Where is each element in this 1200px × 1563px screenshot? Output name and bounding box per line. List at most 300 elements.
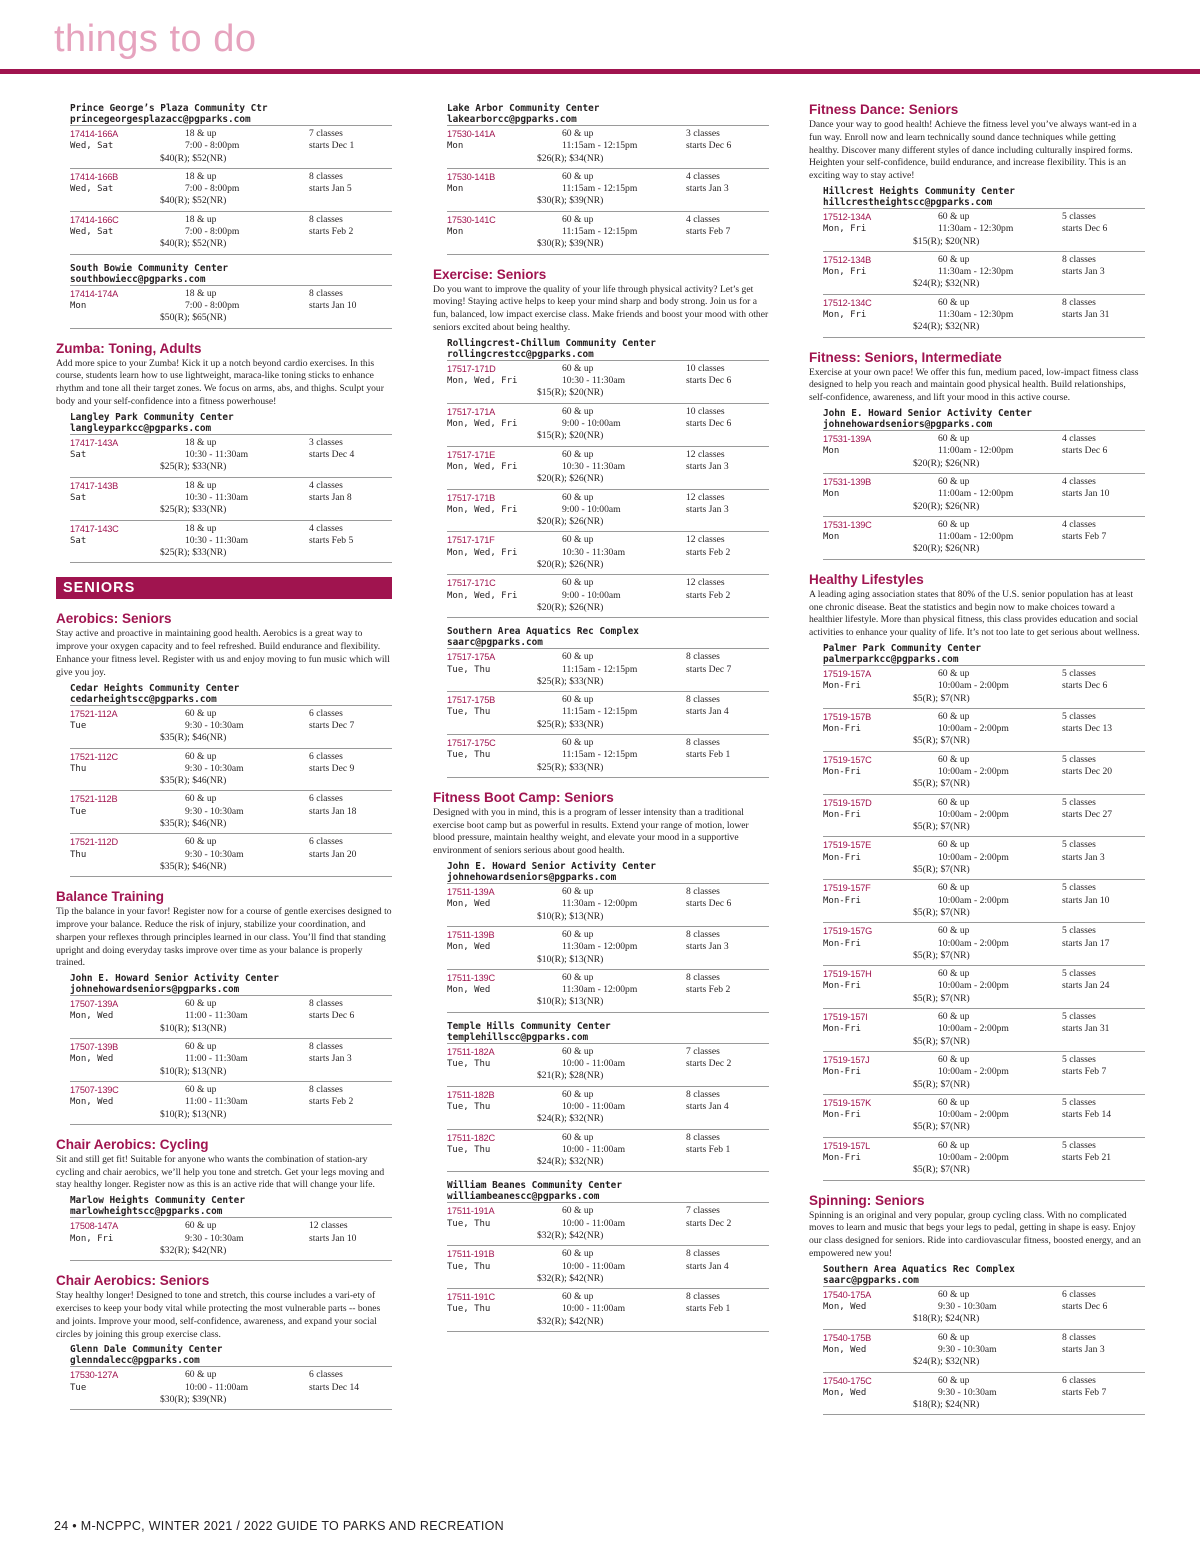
location-block [823,408,1145,560]
location-block [70,1195,392,1261]
class-days: Mon-Fri [823,1110,861,1121]
class-row [70,1081,392,1125]
location-block [823,643,1145,1181]
class-code: 17511-182B [447,1089,495,1100]
class-fee: $10(R); $13(NR) [537,910,604,922]
section-description: Add more spice to your Zumba! Kick it up a notch beyond cardio exercises. In this course, students learn how to use lightweight, maraca-like toning sticks to enhance rhythm and tone all their target zones. We focus on arms, abs, and thighs. Sculpt your body and your self-confidence into a fitness powerhouse! [56,357,384,407]
class-start: starts Dec 6 [1062,1301,1108,1313]
class-age: 60 & up [562,736,594,748]
class-fee: $30(R); $39(NR) [537,238,604,250]
class-count: 8 classes [309,1083,343,1095]
class-days: Mon, Wed [70,1054,114,1065]
class-schedule-cell [913,1053,1062,1091]
location-email: johnehowardseniors@pgparks.com [447,872,617,884]
class-age: 60 & up [562,362,594,374]
class-session-cell [1062,1097,1145,1134]
class-time: 9:30 - 10:30am [938,1386,997,1398]
class-time: 9:30 - 10:30am [185,805,244,817]
class-age: 60 & up [562,491,594,503]
class-fee: $5(R); $7(NR) [913,864,970,876]
class-session-cell [686,929,769,966]
class-schedule-cell [537,1045,686,1083]
class-days: Mon, Wed [823,1344,867,1355]
class-section [56,1273,392,1410]
location-name: Temple Hills Community Center [447,1020,611,1032]
class-fee: $5(R); $7(NR) [913,1164,970,1176]
page-title: things to do [54,18,257,60]
class-row [823,1094,1145,1137]
class-session-cell [686,1132,769,1169]
class-code: 17530-141A [447,129,496,139]
class-schedule-cell [537,577,686,614]
location-name: Rollingcrest-Chillum Community Center [447,337,656,349]
class-code: 17519-157I [823,1012,868,1023]
class-days: Sat [70,535,87,546]
class-start: starts Jan 18 [309,805,357,817]
class-fee: $5(R); $7(NR) [913,821,970,833]
class-code: 17511-139A [447,887,495,898]
class-row [823,794,1145,837]
class-code: 17540-175A [823,1289,872,1300]
class-section [433,790,769,1332]
class-fee: $40(R); $52(NR) [160,195,227,207]
class-count: 5 classes [1062,210,1096,222]
class-time: 7:00 - 8:00pm [185,299,240,311]
class-start: starts Jan 3 [309,1053,352,1065]
class-age: 60 & up [185,707,217,719]
class-schedule-cell [913,839,1062,876]
class-age: 60 & up [938,210,970,222]
class-fee: $5(R); $7(NR) [913,1035,970,1047]
location-name: Langley Park Community Center [70,411,234,423]
class-fee: $20(R); $26(NR) [537,516,604,528]
location-name: Palmer Park Community Center [823,642,982,654]
class-session-cell [309,998,392,1035]
class-start: starts Feb 2 [309,1096,354,1108]
class-age: 60 & up [562,694,594,706]
class-fee: $24(R); $32(NR) [537,1156,604,1168]
location-email: templehillscc@pgparks.com [447,1031,589,1043]
class-age: 18 & up [185,287,217,299]
class-start: starts Jan 4 [686,706,729,718]
location-block [70,103,392,255]
class-row [70,211,392,255]
class-start: starts Dec 6 [686,140,732,152]
class-code: 17530-141C [447,214,496,225]
class-age: 60 & up [938,1374,970,1386]
class-start: starts Jan 31 [1062,309,1110,321]
class-time: 11:30am - 12:00pm [562,941,638,953]
class-days: Tue, Thu [447,1261,491,1272]
class-fee: $24(R); $32(NR) [913,1356,980,1368]
section-description: Exercise at your own pace! We offer this fun, medium paced, low-impact fitness class designed to help you reach and maintain good physical health. Build relationships, self-confidence, awareness, and lift your mood in this active course. [809,366,1139,404]
class-session-cell [686,449,769,486]
class-count: 4 classes [686,213,720,225]
class-session-cell [686,1089,769,1126]
class-row [823,665,1145,708]
location-email: hillcrestheightscc@pgparks.com [823,196,993,208]
class-time: 9:30 - 10:30am [185,719,244,731]
class-age: 60 & up [938,1139,970,1151]
class-start: starts Dec 6 [686,898,732,910]
section-title: Chair Aerobics: Seniors [56,1273,210,1289]
class-days: Mon, Fri [823,267,867,278]
class-time: 11:00am - 12:00pm [938,488,1014,500]
class-days: Tue [70,806,87,817]
class-row [447,926,769,969]
class-age: 60 & up [562,1131,594,1143]
class-code: 17519-157H [823,969,872,980]
class-session-cell [1062,968,1145,1005]
class-count: 8 classes [686,928,720,940]
location-block [447,626,769,778]
class-session-cell [686,406,769,443]
class-session-cell [309,523,392,560]
class-schedule-cell [537,362,686,400]
class-code: 17511-139B [447,929,495,940]
class-code: 17517-171E [447,449,496,460]
class-session-cell [686,128,769,165]
class-count: 5 classes [1062,925,1096,937]
location-email: palmerparkcc@pgparks.com [823,653,959,665]
class-days: Mon [823,489,840,500]
class-days: Tue, Thu [447,750,491,761]
class-fee: $40(R); $52(NR) [160,152,227,164]
class-fee: $20(R); $26(NR) [913,543,980,555]
class-row [447,574,769,618]
class-age: 60 & up [938,882,970,894]
class-days: Mon, Wed [70,1011,114,1022]
class-days: Mon [70,300,87,311]
class-code: 17519-157K [823,1097,872,1108]
class-count: 6 classes [1062,1374,1096,1386]
class-age: 60 & up [562,405,594,417]
class-count: 8 classes [686,694,720,706]
class-days: Mon, Wed, Fri [447,547,518,558]
class-time: 9:00 - 10:00am [562,418,621,430]
class-count: 8 classes [686,651,720,663]
class-age: 60 & up [562,577,594,589]
class-fee: $30(R); $39(NR) [537,195,604,207]
class-start: starts Feb 2 [686,546,731,558]
class-schedule-cell [913,1011,1062,1048]
location-block [70,973,392,1125]
class-row [823,473,1145,516]
class-schedule-cell [913,433,1062,470]
class-start: starts Dec 6 [1062,680,1108,692]
class-schedule-cell [160,479,309,517]
class-schedule-cell [537,1205,686,1242]
section-band: SENIORS [56,577,392,599]
class-age: 60 & up [938,518,970,530]
class-age: 60 & up [938,968,970,980]
class-session-cell [1062,925,1145,962]
location-email: langleyparkcc@pgparks.com [70,422,212,434]
class-start: starts Jan 3 [1062,266,1105,278]
class-fee: $25(R); $33(NR) [160,461,227,473]
class-code: 17507-139C [70,1084,119,1095]
class-session-cell [309,214,392,251]
class-count: 5 classes [1062,882,1096,894]
class-days: Mon, Fri [823,310,867,321]
class-session-cell [686,214,769,251]
section-description: Do you want to improve the quality of your life through physical activity? Let’s get moving! Staying active helps to keep your mind sharp and body strong. Join us for a fun, balanced, low impact exercise class. Make friends and boost your mood with other seniors excited about being healthy. [433,283,769,334]
class-count: 8 classes [309,170,343,182]
class-count: 5 classes [1062,710,1096,722]
class-count: 12 classes [686,448,725,460]
class-section [56,341,392,564]
class-days: Tue, Thu [447,1304,491,1315]
class-schedule-cell [160,998,309,1035]
class-code: 17519-157A [823,668,872,679]
class-start: starts Jan 3 [686,460,729,472]
class-session-cell [1062,433,1145,470]
class-session-cell [1062,1140,1145,1177]
class-count: 8 classes [1062,253,1096,265]
class-schedule-cell [160,170,309,208]
class-code: 17417-143B [70,480,119,491]
location-name: Prince George’s Plaza Community Ctr [70,103,268,114]
class-code: 17519-157F [823,883,871,894]
class-time: 11:15am - 12:15pm [562,663,638,675]
class-days: Mon, Wed [447,985,491,996]
class-time: 10:00am - 2:00pm [938,1066,1009,1078]
class-days: Mon-Fri [823,809,861,820]
class-row [823,836,1145,879]
class-row [823,208,1145,251]
class-fee: $5(R); $7(NR) [913,778,970,790]
class-time: 10:00am - 2:00pm [938,980,1009,992]
class-count: 3 classes [309,436,343,448]
class-schedule-cell [913,710,1062,748]
location-name: Southern Area Aquatics Rec Complex [447,626,639,638]
location-block [447,103,769,255]
class-start: starts Jan 3 [1062,851,1105,863]
class-age: 60 & up [562,1248,594,1260]
class-session-cell [1062,797,1145,834]
class-age: 60 & up [185,1083,217,1095]
class-session-cell [309,751,392,788]
class-code: 17531-139A [823,434,872,445]
class-time: 9:30 - 10:30am [185,762,244,774]
class-count: 7 classes [309,128,343,139]
class-schedule-cell [537,170,686,208]
class-row [70,520,392,564]
class-days: Tue, Thu [447,707,491,718]
class-days: Thu [70,849,87,860]
class-schedule-cell [913,296,1062,334]
class-count: 6 classes [309,793,343,805]
class-session-cell [686,1046,769,1083]
location-name: John E. Howard Senior Activity Center [823,408,1032,420]
class-days: Mon-Fri [823,1024,861,1035]
class-days: Sat [70,450,87,461]
class-row [823,1329,1145,1372]
class-days: Mon [823,532,840,543]
class-count: 10 classes [686,405,725,417]
class-fee: $25(R); $33(NR) [160,504,227,516]
class-age: 18 & up [185,436,217,448]
class-schedule-cell [913,210,1062,248]
class-count: 3 classes [686,128,720,139]
class-fee: $35(R); $46(NR) [160,817,227,829]
class-schedule-cell [537,448,686,486]
class-start: starts Dec 14 [309,1381,360,1393]
section-title: Healthy Lifestyles [809,571,924,587]
class-count: 10 classes [686,362,725,374]
class-count: 4 classes [686,170,720,182]
class-session-cell [309,128,392,165]
class-fee: $25(R); $33(NR) [537,761,604,773]
class-row [447,883,769,926]
class-time: 10:00 - 11:00am [562,1303,626,1315]
class-start: starts Jan 3 [686,183,729,195]
class-count: 8 classes [309,998,343,1010]
class-count: 7 classes [686,1045,720,1057]
class-count: 12 classes [686,577,725,589]
class-days: Mon-Fri [823,981,861,992]
class-count: 6 classes [1062,1288,1096,1300]
class-start: starts Dec 7 [686,663,732,675]
class-row [823,1008,1145,1051]
class-session-cell [1062,1054,1145,1091]
class-count: 5 classes [1062,796,1096,808]
location-name: Hillcrest Heights Community Center [823,185,1015,197]
class-time: 10:00am - 2:00pm [938,894,1009,906]
class-days: Mon-Fri [823,1067,861,1078]
class-time: 10:30 - 11:30am [562,460,626,472]
class-session-cell [1062,211,1145,248]
class-time: 10:00am - 2:00pm [938,723,1009,735]
class-schedule-cell [160,750,309,788]
class-time: 10:00am - 2:00pm [938,1109,1009,1121]
class-schedule-cell [913,1139,1062,1177]
class-fee: $5(R); $7(NR) [913,735,970,747]
class-fee: $18(R); $24(NR) [913,1313,980,1325]
class-row [70,705,392,748]
class-code: 17521-112B [70,794,118,805]
class-row [447,211,769,255]
class-fee: $5(R); $7(NR) [913,1078,970,1090]
class-time: 10:30 - 11:30am [562,375,626,387]
class-section [56,889,392,1125]
column-middle [433,100,769,1344]
class-schedule-cell [913,1288,1062,1326]
class-start: starts Dec 4 [309,449,355,461]
class-count: 12 classes [686,491,725,503]
class-fee: $35(R); $46(NR) [160,860,227,872]
class-row [823,922,1145,965]
class-time: 10:00 - 11:00am [562,1260,626,1272]
section-title: Fitness Boot Camp: Seniors [433,789,614,805]
class-time: 11:15am - 12:15pm [562,140,638,152]
class-schedule-cell [160,1041,309,1078]
class-code: 17414-166C [70,214,119,225]
class-row [823,516,1145,560]
class-schedule-cell [537,534,686,571]
class-start: starts Dec 27 [1062,808,1113,820]
class-count: 8 classes [309,287,343,299]
class-code: 17519-157J [823,1054,870,1065]
class-age: 60 & up [938,475,970,487]
class-age: 60 & up [938,253,970,265]
class-fee: $20(R); $26(NR) [913,457,980,469]
section-description: Dance your way to good health! Achieve the fitness level you’ve always want-ed in a fun way. Enroll now and learn technically sound dance techniques while getting healthy. Discover many different styles of dance including culturally inspired forms. Heighten your self-confidence, build endurance, and increase flexibility. This is an exciting way to stay active! [809,119,1137,182]
class-session-cell [1062,711,1145,748]
class-fee: $10(R); $13(NR) [160,1065,227,1077]
section-description: Spinning is an original and very popular, group cycling class. With no complicated moves to learn and music that begs your legs to pedal, getting in shape is easy. Enjoy our class designed for seniors. Ride into cardiovascular fitness, boosted energy, and an empowered new you! [809,1209,1141,1259]
class-row [823,251,1145,294]
class-count: 8 classes [686,1088,720,1100]
class-fee: $15(R); $20(NR) [537,387,604,399]
class-start: starts Dec 6 [686,418,732,430]
class-start: starts Jan 3 [1062,1343,1105,1355]
class-time: 11:00 - 11:30am [185,1096,248,1108]
class-row [447,1245,769,1288]
class-time: 11:15am - 12:15pm [562,749,638,761]
class-fee: $32(R); $42(NR) [537,1315,604,1327]
location-block [823,186,1145,338]
class-start: starts Dec 20 [1062,765,1113,777]
class-schedule-cell [537,1291,686,1328]
class-code: 17517-171A [447,406,496,417]
class-days: Wed, Sat [70,141,114,152]
class-time: 7:00 - 8:00pm [185,183,240,195]
class-row [823,294,1145,338]
class-days: Tue, Thu [447,664,491,675]
class-session-cell [686,534,769,571]
class-code: 17517-171F [447,535,495,546]
class-code: 17540-175C [823,1375,872,1386]
class-time: 9:00 - 10:00am [562,589,621,601]
class-count: 4 classes [1062,475,1096,487]
section-description: Tip the balance in your favor! Register now for a course of gentle exercises designed to improve your balance. Reduce the risk of injury, stabilize your coordination, and sharpen your reflexes through principles learned in our class. You’ll find that standing upright and doing everyday tasks improve over time as your balance is properly trained. [56,906,392,969]
class-code: 17414-166B [70,171,119,182]
class-time: 10:30 - 11:30am [185,491,249,503]
class-code: 17512-134C [823,297,872,308]
class-code: 17414-166A [70,129,119,139]
class-schedule-cell [160,1220,309,1257]
class-count: 7 classes [686,1205,720,1217]
class-row [447,1202,769,1245]
class-row [447,168,769,211]
class-age: 60 & up [562,1088,594,1100]
class-schedule-cell [913,667,1062,705]
class-code: 17519-157L [823,1140,871,1151]
class-code: 17521-112A [70,708,118,719]
class-schedule-cell [537,971,686,1009]
class-start: starts Jan 10 [1062,488,1110,500]
class-schedule-cell [913,968,1062,1005]
class-schedule-cell [160,522,309,560]
class-count: 5 classes [1062,1053,1096,1065]
location-email: southbowiecc@pgparks.com [70,273,206,285]
class-session-cell [309,708,392,745]
class-age: 60 & up [562,1045,594,1057]
class-session-cell [1062,254,1145,291]
class-session-cell [1062,1375,1145,1412]
class-start: starts Feb 2 [309,226,354,238]
class-fee: $32(R); $42(NR) [160,1244,227,1256]
class-count: 8 classes [1062,1331,1096,1343]
class-time: 11:15am - 12:15pm [562,183,638,195]
location-name: Glenn Dale Community Center [70,1344,223,1356]
class-time: 10:00 - 11:00am [185,1381,249,1393]
class-schedule-cell [160,128,309,165]
class-age: 60 & up [562,1291,594,1303]
class-schedule-cell [537,213,686,251]
class-code: 17512-134A [823,211,872,222]
